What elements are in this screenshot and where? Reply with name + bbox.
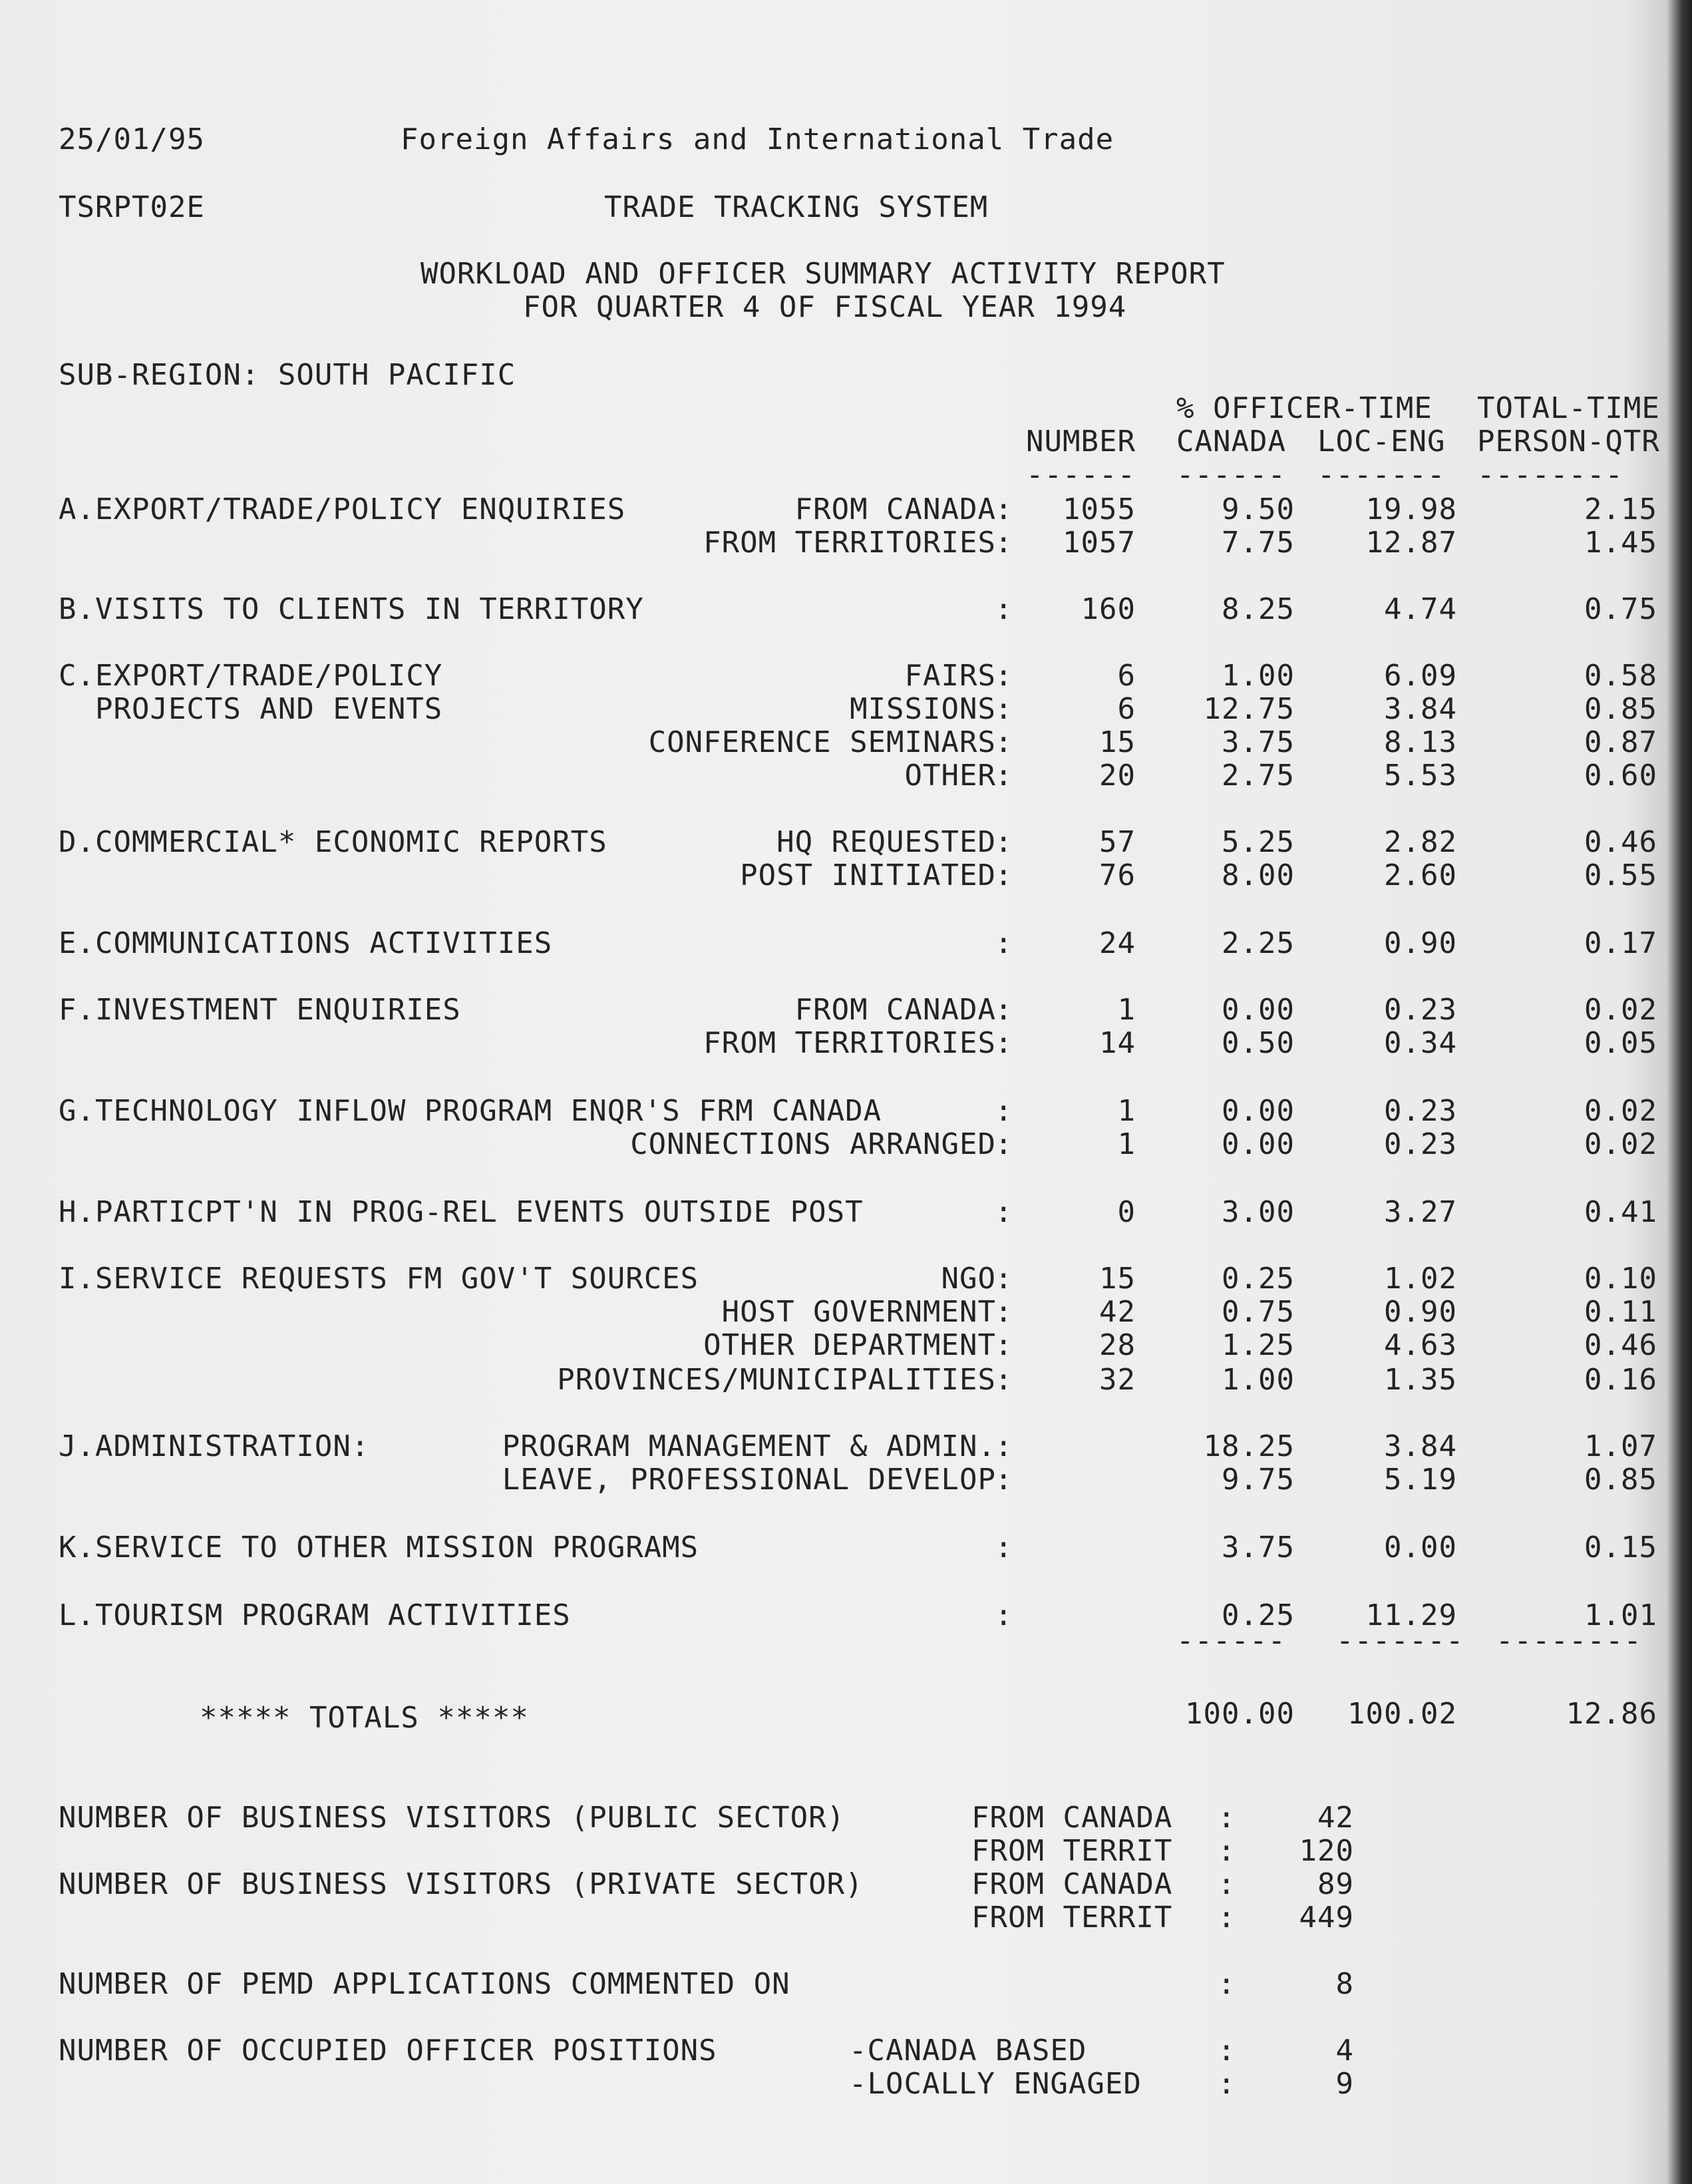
row-number: 28 — [1099, 1328, 1136, 1362]
row-sublabel: MISSIONS — [850, 692, 996, 726]
positions-colon: : — [1218, 2034, 1236, 2068]
row-number: 1 — [1117, 1127, 1136, 1161]
column-separator: ------- — [1317, 458, 1446, 492]
row-loc-eng-pct: 0.90 — [1384, 1295, 1457, 1329]
visitors-source: FROM CANADA — [971, 1801, 1173, 1835]
row-canada-pct: 3.75 — [1222, 1531, 1295, 1564]
row-person-qtr: 0.58 — [1584, 659, 1657, 693]
row-colon: : — [995, 1429, 1013, 1463]
row-person-qtr: 2.15 — [1584, 492, 1657, 526]
visitors-colon: : — [1218, 1901, 1236, 1934]
row-person-qtr: 0.60 — [1584, 759, 1657, 793]
row-number: 42 — [1099, 1295, 1136, 1329]
row-label: E.COMMUNICATIONS ACTIVITIES — [59, 926, 553, 960]
row-sublabel: FAIRS — [904, 659, 996, 693]
row-sublabel: FROM TERRITORIES — [703, 526, 996, 560]
positions-count: 4 — [1335, 2034, 1354, 2068]
row-loc-eng-pct: 2.60 — [1384, 858, 1457, 892]
totals-separator: ------- — [1336, 1624, 1464, 1658]
row-canada-pct: 9.50 — [1222, 492, 1295, 526]
visitors-colon: : — [1218, 1867, 1236, 1901]
row-sublabel: CONNECTIONS ARRANGED — [630, 1127, 996, 1161]
row-label: C.EXPORT/TRADE/POLICY — [59, 659, 443, 693]
row-sublabel: PROVINCES/MUNICIPALITIES — [557, 1363, 996, 1397]
row-canada-pct: 5.25 — [1222, 825, 1295, 859]
row-number: 57 — [1099, 825, 1136, 859]
row-canada-pct: 9.75 — [1222, 1463, 1295, 1497]
row-colon: : — [995, 993, 1013, 1027]
row-canada-pct: 2.75 — [1222, 759, 1295, 793]
row-number: 15 — [1099, 725, 1136, 759]
row-canada-pct: 8.25 — [1222, 592, 1295, 626]
row-colon: : — [995, 1262, 1013, 1296]
visitors-colon: : — [1218, 1834, 1236, 1868]
visitors-count: 42 — [1317, 1801, 1354, 1835]
row-colon: : — [995, 926, 1013, 960]
row-number: 1057 — [1063, 526, 1136, 560]
row-canada-pct: 0.50 — [1222, 1026, 1295, 1060]
row-canada-pct: 3.00 — [1222, 1195, 1295, 1229]
row-person-qtr: 0.15 — [1584, 1531, 1657, 1564]
positions-label: NUMBER OF OCCUPIED OFFICER POSITIONS — [59, 2034, 717, 2068]
row-canada-pct: 0.25 — [1222, 1262, 1295, 1296]
positions-type: -LOCALLY ENGAGED — [849, 2067, 1142, 2101]
row-number: 14 — [1099, 1026, 1136, 1060]
row-loc-eng-pct: 0.23 — [1384, 1127, 1457, 1161]
row-sublabel: OTHER DEPARTMENT — [703, 1328, 996, 1362]
totals-person-qtr: 12.86 — [1566, 1697, 1657, 1731]
column-header-person-qtr: PERSON-QTR — [1477, 425, 1660, 458]
row-label: A.EXPORT/TRADE/POLICY ENQUIRIES — [59, 492, 626, 526]
row-canada-pct: 0.75 — [1222, 1295, 1295, 1329]
visitors-label: NUMBER OF BUSINESS VISITORS (PRIVATE SECTOR) — [59, 1867, 864, 1901]
row-colon: : — [995, 1598, 1013, 1632]
row-sublabel: FROM CANADA — [794, 993, 996, 1027]
row-sublabel: LEAVE, PROFESSIONAL DEVELOP — [502, 1463, 996, 1497]
column-separator: -------- — [1477, 458, 1623, 492]
row-number: 6 — [1117, 659, 1136, 693]
row-loc-eng-pct: 6.09 — [1384, 659, 1457, 693]
row-colon: : — [995, 1195, 1013, 1229]
row-person-qtr: 0.17 — [1584, 926, 1657, 960]
visitors-label: NUMBER OF BUSINESS VISITORS (PUBLIC SECTOR) — [59, 1801, 846, 1835]
row-number: 1055 — [1063, 492, 1136, 526]
subregion-label: SUB-REGION: SOUTH PACIFIC — [59, 358, 516, 392]
row-loc-eng-pct: 0.00 — [1384, 1531, 1457, 1564]
row-person-qtr: 0.05 — [1584, 1026, 1657, 1060]
row-loc-eng-pct: 2.82 — [1384, 825, 1457, 859]
row-canada-pct: 8.00 — [1222, 858, 1295, 892]
row-canada-pct: 12.75 — [1203, 692, 1295, 726]
positions-colon: : — [1218, 2067, 1236, 2101]
totals-canada: 100.00 — [1185, 1697, 1295, 1731]
row-colon: : — [995, 592, 1013, 626]
row-sublabel: HQ REQUESTED — [776, 825, 996, 859]
row-number: 15 — [1099, 1262, 1136, 1296]
report-code: TSRPT02E — [59, 190, 205, 224]
row-canada-pct: 1.00 — [1222, 659, 1295, 693]
row-person-qtr: 0.46 — [1584, 1328, 1657, 1362]
column-header-loc-eng: LOC-ENG — [1317, 425, 1446, 458]
visitors-count: 89 — [1317, 1867, 1354, 1901]
row-colon: : — [995, 1363, 1013, 1397]
row-loc-eng-pct: 3.84 — [1384, 1429, 1457, 1463]
row-colon: : — [995, 1328, 1013, 1362]
row-canada-pct: 2.25 — [1222, 926, 1295, 960]
row-label: H.PARTICPT'N IN PROG-REL EVENTS OUTSIDE POST — [59, 1195, 864, 1229]
row-person-qtr: 0.02 — [1584, 1127, 1657, 1161]
row-person-qtr: 1.01 — [1584, 1598, 1657, 1632]
row-colon: : — [995, 1531, 1013, 1564]
visitors-source: FROM CANADA — [971, 1867, 1173, 1901]
row-person-qtr: 0.41 — [1584, 1195, 1657, 1229]
row-colon: : — [995, 725, 1013, 759]
column-group-officer-time: % OFFICER-TIME — [1176, 391, 1433, 425]
row-canada-pct: 0.00 — [1222, 1094, 1295, 1128]
row-person-qtr: 0.02 — [1584, 993, 1657, 1027]
totals-separator: -------- — [1496, 1624, 1642, 1658]
row-colon: : — [995, 858, 1013, 892]
row-person-qtr: 0.85 — [1584, 1463, 1657, 1497]
row-loc-eng-pct: 19.98 — [1365, 492, 1457, 526]
row-loc-eng-pct: 4.74 — [1384, 592, 1457, 626]
row-person-qtr: 1.07 — [1584, 1429, 1657, 1463]
row-sublabel: CONFERENCE SEMINARS — [648, 725, 996, 759]
positions-count: 9 — [1335, 2067, 1354, 2101]
totals-label: ***** TOTALS ***** — [200, 1701, 529, 1735]
row-person-qtr: 0.87 — [1584, 725, 1657, 759]
visitors-colon: : — [1218, 1801, 1236, 1835]
visitors-source: FROM TERRIT — [971, 1834, 1173, 1868]
row-person-qtr: 0.16 — [1584, 1363, 1657, 1397]
row-colon: : — [995, 825, 1013, 859]
row-number: 20 — [1099, 759, 1136, 793]
column-separator: ------ — [1176, 458, 1286, 492]
pemd-label: NUMBER OF PEMD APPLICATIONS COMMENTED ON — [59, 1967, 790, 2001]
row-loc-eng-pct: 3.84 — [1384, 692, 1457, 726]
row-canada-pct: 0.00 — [1222, 1127, 1295, 1161]
row-loc-eng-pct: 8.13 — [1384, 725, 1457, 759]
row-loc-eng-pct: 0.23 — [1384, 993, 1457, 1027]
row-number: 32 — [1099, 1363, 1136, 1397]
row-loc-eng-pct: 5.19 — [1384, 1463, 1457, 1497]
row-person-qtr: 0.10 — [1584, 1262, 1657, 1296]
row-label: L.TOURISM PROGRAM ACTIVITIES — [59, 1598, 571, 1632]
row-canada-pct: 1.25 — [1222, 1328, 1295, 1362]
visitors-source: FROM TERRIT — [971, 1901, 1173, 1934]
row-person-qtr: 0.55 — [1584, 858, 1657, 892]
positions-type: -CANADA BASED — [849, 2034, 1087, 2068]
pemd-colon: : — [1218, 1967, 1236, 2001]
row-loc-eng-pct: 3.27 — [1384, 1195, 1457, 1229]
system-name: TRADE TRACKING SYSTEM — [604, 190, 989, 224]
row-canada-pct: 0.00 — [1222, 993, 1295, 1027]
column-group-total-time: TOTAL-TIME — [1477, 391, 1660, 425]
row-colon: : — [995, 692, 1013, 726]
row-number: 1 — [1117, 1094, 1136, 1128]
row-loc-eng-pct: 0.23 — [1384, 1094, 1457, 1128]
organization-name: Foreign Affairs and International Trade — [401, 122, 1114, 156]
row-colon: : — [995, 492, 1013, 526]
row-loc-eng-pct: 5.53 — [1384, 759, 1457, 793]
report-subtitle: FOR QUARTER 4 OF FISCAL YEAR 1994 — [523, 290, 1127, 324]
row-sublabel: POST INITIATED — [740, 858, 996, 892]
row-loc-eng-pct: 4.63 — [1384, 1328, 1457, 1362]
column-header-number: NUMBER — [1026, 425, 1136, 458]
column-header-canada: CANADA — [1176, 425, 1286, 458]
row-loc-eng-pct: 1.35 — [1384, 1363, 1457, 1397]
report-title: WORKLOAD AND OFFICER SUMMARY ACTIVITY REPORT — [421, 257, 1226, 291]
report-date: 25/01/95 — [59, 122, 205, 156]
row-sublabel: FROM CANADA — [794, 492, 996, 526]
row-person-qtr: 1.45 — [1584, 526, 1657, 560]
row-number: 0 — [1117, 1195, 1136, 1229]
row-number: 76 — [1099, 858, 1136, 892]
row-colon: : — [995, 526, 1013, 560]
row-label: J.ADMINISTRATION: — [59, 1429, 370, 1463]
row-label: G.TECHNOLOGY INFLOW PROGRAM ENQR'S FRM CANADA — [59, 1094, 882, 1128]
row-sublabel: FROM TERRITORIES — [703, 1026, 996, 1060]
row-colon: : — [995, 1295, 1013, 1329]
row-colon: : — [995, 1026, 1013, 1060]
row-label: K.SERVICE TO OTHER MISSION PROGRAMS — [59, 1531, 699, 1564]
row-loc-eng-pct: 1.02 — [1384, 1262, 1457, 1296]
row-colon: : — [995, 759, 1013, 793]
row-number: 1 — [1117, 993, 1136, 1027]
column-separator: ------ — [1026, 458, 1136, 492]
row-colon: : — [995, 1463, 1013, 1497]
row-canada-pct: 1.00 — [1222, 1363, 1295, 1397]
row-loc-eng-pct: 0.90 — [1384, 926, 1457, 960]
row-number: 24 — [1099, 926, 1136, 960]
row-colon: : — [995, 1127, 1013, 1161]
row-canada-pct: 7.75 — [1222, 526, 1295, 560]
row-canada-pct: 3.75 — [1222, 725, 1295, 759]
row-person-qtr: 0.11 — [1584, 1295, 1657, 1329]
row-number: 160 — [1081, 592, 1136, 626]
row-loc-eng-pct: 11.29 — [1365, 1598, 1457, 1632]
visitors-count: 449 — [1299, 1901, 1354, 1934]
visitors-count: 120 — [1299, 1834, 1354, 1868]
row-colon: : — [995, 659, 1013, 693]
row-sublabel: PROGRAM MANAGEMENT & ADMIN. — [502, 1429, 996, 1463]
row-sublabel: OTHER — [904, 759, 996, 793]
row-person-qtr: 0.85 — [1584, 692, 1657, 726]
row-label: I.SERVICE REQUESTS FM GOV'T SOURCES — [59, 1262, 699, 1296]
row-label: PROJECTS AND EVENTS — [59, 692, 443, 726]
row-person-qtr: 0.02 — [1584, 1094, 1657, 1128]
row-sublabel: HOST GOVERNMENT — [721, 1295, 996, 1329]
row-canada-pct: 0.25 — [1222, 1598, 1295, 1632]
pemd-count: 8 — [1335, 1967, 1354, 2001]
row-label: D.COMMERCIAL* ECONOMIC REPORTS — [59, 825, 607, 859]
row-label: B.VISITS TO CLIENTS IN TERRITORY — [59, 592, 644, 626]
row-number: 6 — [1117, 692, 1136, 726]
row-loc-eng-pct: 0.34 — [1384, 1026, 1457, 1060]
row-label: F.INVESTMENT ENQUIRIES — [59, 993, 461, 1027]
row-canada-pct: 18.25 — [1203, 1429, 1295, 1463]
row-person-qtr: 0.46 — [1584, 825, 1657, 859]
row-person-qtr: 0.75 — [1584, 592, 1657, 626]
totals-separator: ------ — [1176, 1624, 1286, 1658]
totals-loc-eng: 100.02 — [1347, 1697, 1457, 1731]
row-sublabel: NGO — [941, 1262, 996, 1296]
row-loc-eng-pct: 12.87 — [1365, 526, 1457, 560]
row-colon: : — [995, 1094, 1013, 1128]
